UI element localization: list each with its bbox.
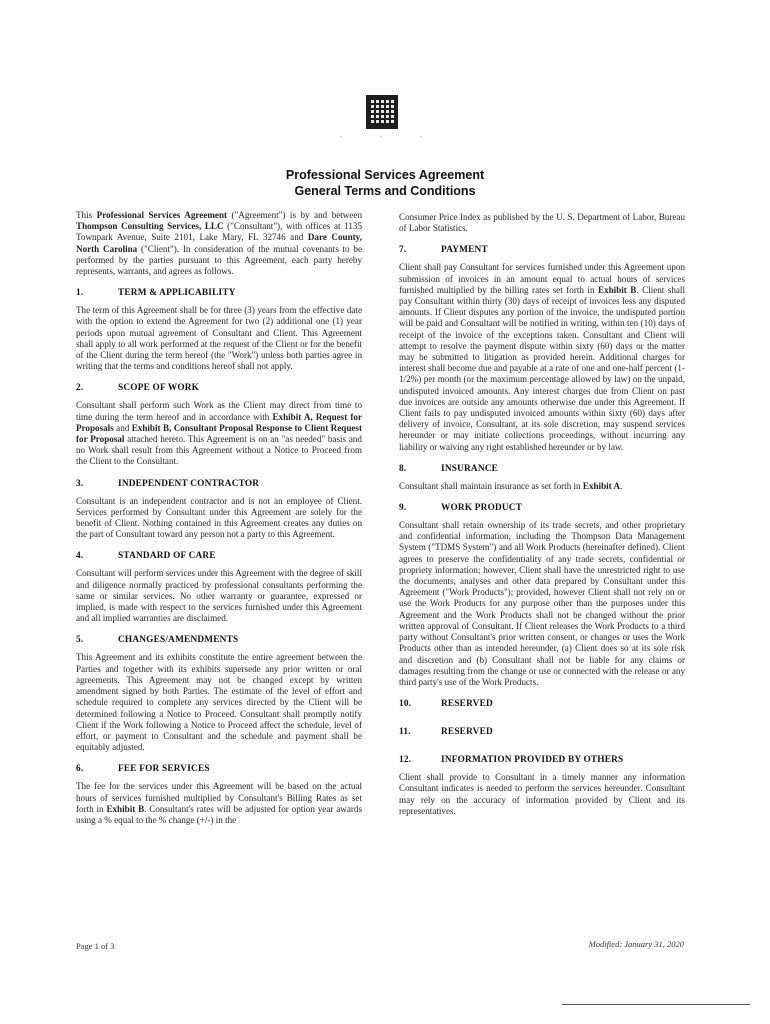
section-heading-fee: 6. FEE FOR SERVICES	[76, 764, 210, 775]
logo-dots: . . .	[340, 130, 440, 139]
section-body-changes: This Agreement and its exhibits constitute the entire agreement between the Parties and together with its exhibits supersede any prior written or oral agreements. This Agreement may not be changed except by written amendment signed by both Parties. The estimate of the level of effort and schedule required to complete any services directed by the Client will be determined following a Notice to Proceed. Consultant shall promptly notify Client if the Work following a Notice to Proceed affect the schedule, level of effort, or payment to Consultant and the schedule and payment shall be equitably adjusted.	[76, 652, 362, 753]
section-heading-contractor: 3. INDEPENDENT CONTRACTOR	[76, 478, 260, 489]
section-body-info-others: Client shall provide to Consultant in a timely manner any information Consultant indicates is needed to perform the services hereunder. Consultant may rely on the accuracy of information provided by Client and its representatives.	[399, 772, 685, 816]
section-body-term: The term of this Agreement shall be for three (3) years from the effective date with the option to extend the Agreement for two (2) additional one (1) year periods upon mutual agreement of Consultant and Client. This Agreement shall apply to all work performed at the request of the Client or for the benefit of the Client during the term hereof (the "Work") unless both parties agree in writing that the terms and conditions hereof shall not apply.	[76, 305, 362, 372]
left-column	[76, 210, 362, 836]
section-heading-term: 1. TERM & APPLICABILITY	[76, 288, 236, 299]
section-body-scope: Consultant shall perform such Work as the Client may direct from time to time during the term hereof and in accordance with Exhibit A, Request for Proposals and Exhibit B, Consultant Proposal Response to Client Request for Proposal attached hereto. This Agreement is on an "as needed" basis and no Work shall result from this Agreement without a Notice to Proceed from the Client to the Consultant.	[76, 400, 363, 467]
bottom-divider	[562, 1004, 750, 1005]
intro-paragraph: This Professional Services Agreement ("Agreement") is by and between Thompson Consulting Services, LLC ("Consultant"), with offices at 1135 Townpark Avenue, Suite 2101, Lake Mary, FL 32746 and Dare County, North Carolina ("Client"). In consideration of the mutual covenants to be performed by the parties pursuant to this Agreement, each party hereby represents, warrants, and agrees as follows.	[76, 210, 362, 277]
company-logo	[366, 95, 398, 129]
section-body-fee: The fee for the services under this Agreement will be based on the actual hours of services furnished multiplied by Consultant's Billing Rates as set forth in Exhibit B. Consultant's rates will be adjusted for option year awards using a % equal to the % change (+/-) in the	[76, 781, 362, 825]
section-heading-changes: 5. CHANGES/AMENDMENTS	[76, 635, 239, 646]
section-heading-info-others: 12. INFORMATION PROVIDED BY OTHERS	[399, 755, 624, 766]
modified-date: Modified: January 31, 2020	[588, 939, 684, 949]
title-line-1: Professional Services Agreement	[285, 168, 485, 182]
section-body-standard: Consultant will perform services under this Agreement with the degree of skill and diligence normally practiced by professional consultants performing the same or similar services. No other warranty or guarantee, expressed or implied, is made with respect to the services furnished under this Agreement and all implied warranties are disclaimed.	[76, 568, 362, 624]
section-heading-insurance: 8. INSURANCE	[399, 463, 499, 474]
section-body-fee-continued: Consumer Price Index as published by the U. S. Department of Labor, Bureau of Labor Statistics.	[399, 212, 685, 234]
section-heading-scope: 2. SCOPE OF WORK	[76, 383, 200, 394]
section-body-work-product: Consultant shall retain ownership of its trade secrets, and other proprietary and confidential information, including the Thompson Data Management System ("TDMS System") and all Work Products (hereinafter defined). Client agrees to preserve the confidentiality of any trade secrets, confidential or propriety information; however, Client shall have the unrestricted right to use the documents, analyses and other data prepared by Consultant under this Agreement ("Work Products"); provided, however Client shall not rely on or use the Work Products for any purpose other than the purposes under this Agreement and the Work Products shall not be changed without the prior written approval of Consultant. If Client releases the Work Products to a third party without Consultant's prior written consent, or changes or uses the Work Products other than as intended hereunder, (a) Client does so at its sole risk and discretion and (b) Consultant shall not be liable for any claims or damages resulting from the change or use or connected with the release or any third party's use of the Work Products.	[399, 520, 685, 687]
section-body-payment: Client shall pay Consultant for services furnished under this Agreement upon submission of invoices in an amount equal to actual hours of services furnished multiplied by the billing rates set forth in Exhibit B. Client shall pay Consultant within thirty (30) days of receipt of invoices less any disputed amounts. If Client disputes any portion of the invoice, the undisputed portion will be paid and Consultant will be notified in writing, within ten (10) days of receipt of the invoice of the exceptions taken. Consultant and Client will attempt to resolve the payment dispute within sixty (60) days or the matter may be submitted to litigation as provided herein. Additional charges for interest shall become due and payable at a rate of one and one-half percent (1-1/2%) per month (or the maximum percentage allowed by law) on the unpaid, undisputed invoiced amounts. Any interest charges due from Client on past due invoices are outside any amounts otherwise due under this Agreement. If Client fails to pay undisputed invoiced amounts within sixty (60) days after delivery of invoice, Consultant, at its sole discretion, may suspend services hereunder or may initiate collections proceedings, without incurring any liability or waiving any right established hereunder or by law.	[399, 262, 685, 452]
section-heading-reserved-11: 11. RESERVED	[399, 727, 493, 738]
section-body-contractor: Consultant is an independent contractor and is not an employee of Client. Services performed by Consultant under this Agreement are solely for the benefit of Client. Nothing contained in this Agreement creates any duties on the part of Consultant toward any person not a party to this Agreement.	[76, 495, 362, 540]
section-body-insurance: Consultant shall maintain insurance as set forth in Exhibit A.	[399, 480, 623, 491]
title-line-2: General Terms and Conditions	[294, 184, 476, 198]
section-heading-reserved-10: 10. RESERVED	[399, 699, 493, 710]
document-title	[0, 167, 770, 199]
section-heading-work-product: 9. WORK PRODUCT	[399, 503, 523, 514]
section-heading-payment: 7. PAYMENT	[399, 245, 488, 256]
right-column	[399, 212, 685, 827]
section-heading-standard: 4. STANDARD OF CARE	[76, 551, 216, 562]
page-number: Page 1 of 3	[76, 941, 115, 951]
